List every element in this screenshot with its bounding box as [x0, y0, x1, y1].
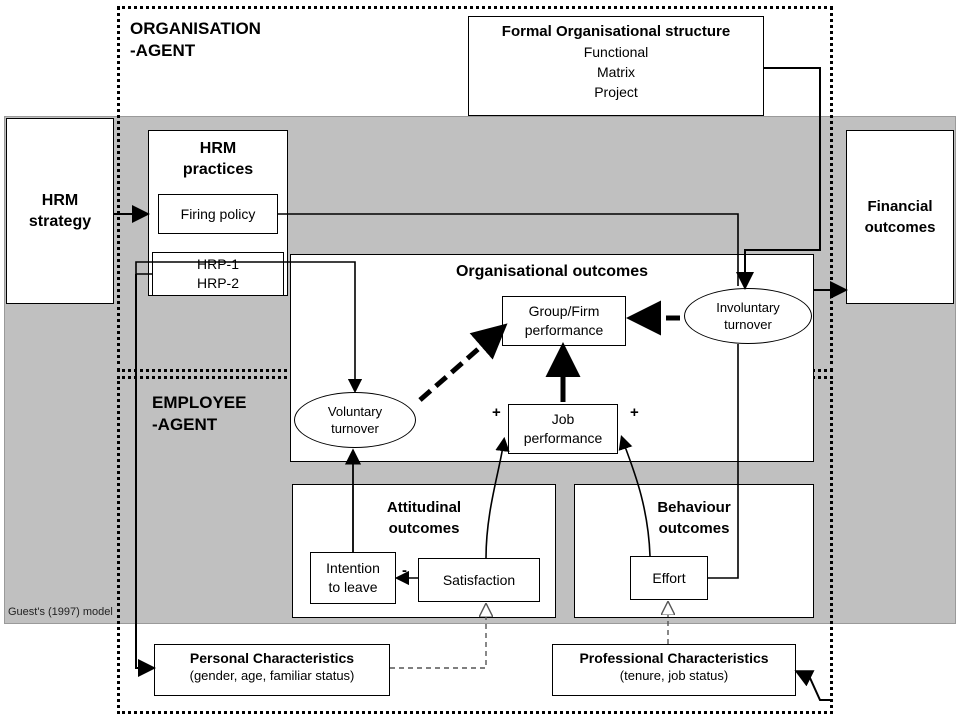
firing-policy-label: Firing policy — [180, 206, 256, 222]
behaviour-outcomes-line1: Behaviour — [657, 499, 731, 516]
professional-characteristics-box — [552, 644, 796, 696]
hrp-line1: HRP-1 — [196, 256, 239, 272]
job-performance-line1: Job — [551, 411, 575, 427]
hrp-box — [152, 252, 284, 296]
formal-structure-item-functional: Functional — [583, 44, 649, 60]
satisfaction-box — [418, 558, 540, 602]
involuntary-turnover-line2: turnover — [724, 317, 772, 332]
sign-effort-job-performance: + — [630, 404, 639, 421]
intention-to-leave-box — [310, 552, 396, 604]
voluntary-turnover-line2: turnover — [331, 421, 379, 436]
involuntary-turnover-ellipse — [684, 288, 812, 344]
intention-to-leave-line2: to leave — [328, 579, 378, 595]
firing-policy-box — [158, 194, 278, 234]
hrm-strategy-line2: strategy — [28, 213, 92, 230]
financial-outcomes-line1: Financial — [867, 198, 933, 215]
financial-outcomes-line2: outcomes — [864, 219, 936, 236]
job-performance-box — [508, 404, 618, 454]
organisation-agent-label — [130, 18, 350, 62]
hrm-strategy-box — [6, 118, 114, 304]
personal-characteristics-subtitle: (gender, age, familiar status) — [189, 668, 355, 683]
formal-structure-title: Formal Organisational structure — [501, 23, 731, 40]
group-firm-performance-line2: performance — [524, 322, 604, 338]
hrp-line2: HRP-2 — [196, 275, 239, 291]
employee-agent-label-line1: EMPLOYEE — [152, 393, 247, 412]
effort-box — [630, 556, 708, 600]
employee-agent-label-line2: -AGENT — [152, 415, 218, 434]
group-firm-performance-box — [502, 296, 626, 346]
involuntary-turnover-line1: Involuntary — [716, 300, 780, 315]
job-performance-line2: performance — [523, 430, 603, 446]
personal-characteristics-box — [154, 644, 390, 696]
professional-characteristics-subtitle: (tenure, job status) — [619, 668, 729, 683]
financial-outcomes-box — [846, 130, 954, 304]
hrm-practices-line2: practices — [182, 161, 254, 178]
formal-structure-box — [468, 16, 764, 116]
satisfaction-label: Satisfaction — [442, 572, 516, 588]
guest-model-note: Guest's (1997) model — [8, 606, 113, 618]
hrm-strategy-line1: HRM — [41, 192, 79, 209]
sign-satisfaction-job-performance: + — [492, 404, 501, 421]
behaviour-outcomes-line2: outcomes — [658, 520, 730, 537]
formal-structure-item-project: Project — [594, 84, 638, 100]
voluntary-turnover-line1: Voluntary — [327, 404, 383, 419]
intention-to-leave-line1: Intention — [326, 560, 380, 576]
professional-characteristics-title: Professional Characteristics — [579, 650, 769, 666]
hrm-practices-line1: HRM — [199, 140, 237, 157]
effort-label: Effort — [652, 570, 686, 586]
sign-satisfaction-intention: - — [402, 562, 407, 579]
voluntary-turnover-ellipse — [294, 392, 416, 448]
formal-structure-item-matrix: Matrix — [596, 64, 636, 80]
personal-characteristics-title: Personal Characteristics — [189, 650, 355, 666]
organisation-agent-label-line1: ORGANISATION — [130, 19, 261, 38]
organisation-agent-label-line2: -AGENT — [130, 41, 196, 60]
attitudinal-outcomes-line1: Attitudinal — [386, 499, 462, 516]
group-firm-performance-line1: Group/Firm — [528, 303, 600, 319]
organisational-outcomes-title: Organisational outcomes — [455, 263, 649, 280]
attitudinal-outcomes-line2: outcomes — [388, 520, 460, 537]
